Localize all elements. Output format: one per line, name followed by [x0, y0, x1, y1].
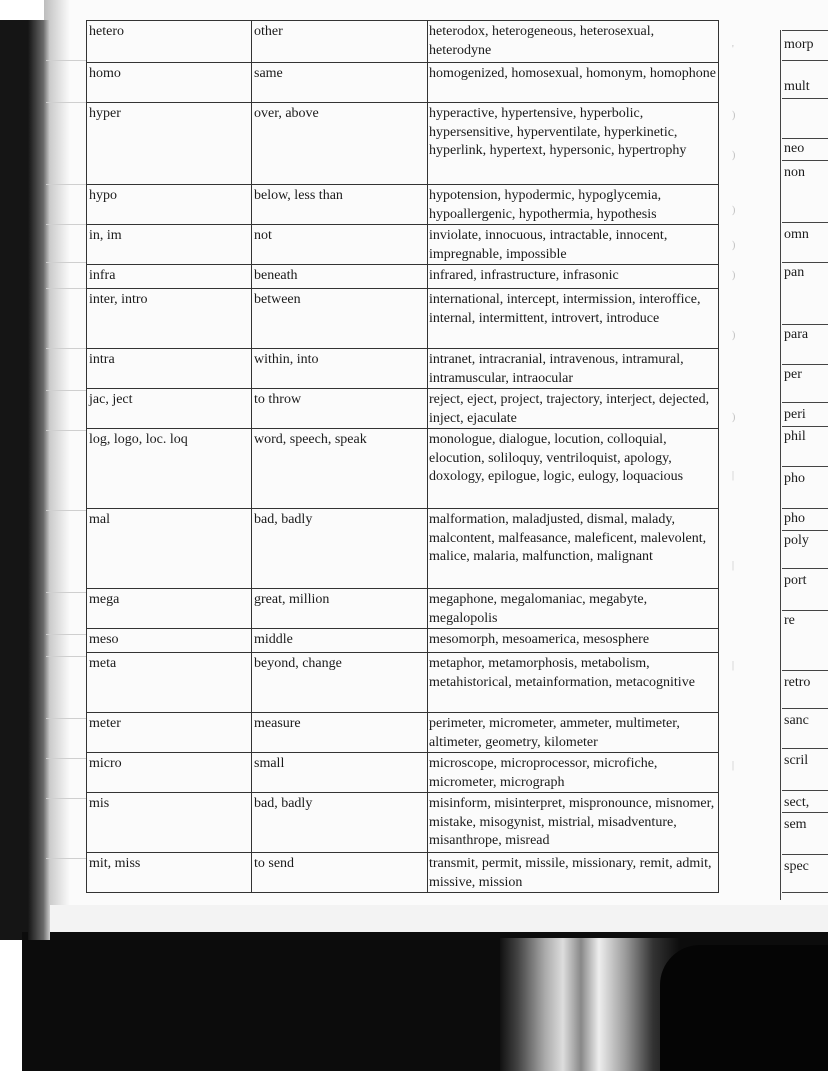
- examples-cell: intranet, intracranial, intravenous, intramural, intramuscular, intraocular: [428, 349, 719, 389]
- meaning-cell: between: [252, 289, 428, 349]
- table-row: [87, 225, 719, 265]
- root-cell: hypo: [87, 185, 252, 225]
- table-row: [87, 753, 719, 793]
- examples-cell: metaphor, metamorphosis, metabolism, metahistorical, metainformation, metacognitive: [428, 653, 719, 713]
- examples-cell: hypotension, hypodermic, hypoglycemia, hypoallergenic, hypothermia, hypothesis: [428, 185, 719, 225]
- right-root: poly: [784, 533, 809, 548]
- root-cell: hyper: [87, 103, 252, 185]
- right-root: re: [784, 613, 795, 628]
- table-row: [87, 21, 719, 63]
- table-row: [87, 629, 719, 653]
- root-cell: meso: [87, 629, 252, 653]
- examples-cell: reject, eject, project, trajectory, interject, dejected, inject, ejaculate: [428, 389, 719, 429]
- meaning-cell: middle: [252, 629, 428, 653]
- root-cell: log, logo, loc. loq: [87, 429, 252, 509]
- meaning-cell: great, million: [252, 589, 428, 629]
- meaning-cell: word, speech, speak: [252, 429, 428, 509]
- examples-cell: malformation, maladjusted, dismal, malady, malcontent, malfeasance, maleficent, malevolent, malice, malaria, malfunction, malignant: [428, 509, 719, 589]
- right-page-border: [780, 30, 781, 900]
- root-cell: homo: [87, 63, 252, 103]
- table-row: [87, 713, 719, 753]
- word-roots-table: [86, 20, 719, 893]
- root-cell: inter, intro: [87, 289, 252, 349]
- root-cell: meta: [87, 653, 252, 713]
- examples-cell: homogenized, homosexual, homonym, homophone: [428, 63, 719, 103]
- right-root: phil: [784, 429, 806, 444]
- right-root: non: [784, 165, 805, 180]
- examples-cell: transmit, permit, missile, missionary, remit, admit, missive, mission: [428, 853, 719, 893]
- right-root: neo: [784, 141, 805, 156]
- examples-cell: perimeter, micrometer, ammeter, multimeter, altimeter, geometry, kilometer: [428, 713, 719, 753]
- right-root: pho: [784, 471, 805, 486]
- examples-cell: heterodox, heterogeneous, heterosexual, heterodyne: [428, 21, 719, 63]
- root-cell: hetero: [87, 21, 252, 63]
- table-row: [87, 589, 719, 629]
- scan-edge-fade: [28, 20, 50, 940]
- table-row: [87, 853, 719, 893]
- table-row: [87, 389, 719, 429]
- table-row: [87, 349, 719, 389]
- right-root: morp: [784, 37, 814, 52]
- examples-cell: microscope, microprocessor, microfiche, micrometer, micrograph: [428, 753, 719, 793]
- right-root: peri: [784, 407, 806, 422]
- right-root: retro: [784, 675, 811, 690]
- right-root: scril: [784, 753, 809, 768]
- meaning-cell: bad, badly: [252, 793, 428, 853]
- meaning-cell: over, above: [252, 103, 428, 185]
- root-cell: micro: [87, 753, 252, 793]
- right-root: pho: [784, 511, 805, 526]
- right-root: port: [784, 573, 807, 588]
- meaning-cell: below, less than: [252, 185, 428, 225]
- root-cell: jac, ject: [87, 389, 252, 429]
- meaning-cell: within, into: [252, 349, 428, 389]
- scanner-dark-corner: [660, 945, 828, 1071]
- meaning-cell: same: [252, 63, 428, 103]
- root-cell: in, im: [87, 225, 252, 265]
- right-root: omn: [784, 227, 809, 242]
- examples-cell: monologue, dialogue, locution, colloquial, elocution, soliloquy, ventriloquist, apology, doxology, epilogue, logic, eulogy, loquacious: [428, 429, 719, 509]
- meaning-cell: bad, badly: [252, 509, 428, 589]
- examples-cell: megaphone, megalomaniac, megabyte, megalopolis: [428, 589, 719, 629]
- meaning-cell: beneath: [252, 265, 428, 289]
- right-root: mult: [784, 79, 810, 94]
- table-row: [87, 653, 719, 713]
- examples-cell: inviolate, innocuous, intractable, innocent, impregnable, impossible: [428, 225, 719, 265]
- meaning-cell: not: [252, 225, 428, 265]
- root-cell: mis: [87, 793, 252, 853]
- right-root: pan: [784, 265, 805, 280]
- right-root: spec: [784, 859, 809, 874]
- root-cell: intra: [87, 349, 252, 389]
- meaning-cell: to send: [252, 853, 428, 893]
- table-row: [87, 793, 719, 853]
- table-row: [87, 265, 719, 289]
- scanner-glare: [500, 938, 680, 1071]
- meaning-cell: beyond, change: [252, 653, 428, 713]
- right-root: sect,: [784, 795, 810, 810]
- examples-cell: hyperactive, hypertensive, hyperbolic, hypersensitive, hyperventilate, hyperkinetic, hyperlink, hypertext, hypersonic, hypertrophy: [428, 103, 719, 185]
- meaning-cell: small: [252, 753, 428, 793]
- meaning-cell: measure: [252, 713, 428, 753]
- table-row: [87, 509, 719, 589]
- table-row: [87, 63, 719, 103]
- table-row: [87, 289, 719, 349]
- meaning-cell: to throw: [252, 389, 428, 429]
- examples-cell: international, intercept, intermission, interoffice, internal, intermittent, introvert, introduce: [428, 289, 719, 349]
- root-cell: mega: [87, 589, 252, 629]
- examples-cell: mesomorph, mesoamerica, mesosphere: [428, 629, 719, 653]
- right-root: sem: [784, 817, 807, 832]
- table-row: [87, 185, 719, 225]
- root-cell: mal: [87, 509, 252, 589]
- examples-cell: misinform, misinterpret, mispronounce, misnomer, mistake, misogynist, mistrial, misadventure, misanthrope, misread: [428, 793, 719, 853]
- root-cell: infra: [87, 265, 252, 289]
- examples-cell: infrared, infrastructure, infrasonic: [428, 265, 719, 289]
- root-cell: meter: [87, 713, 252, 753]
- table-row: [87, 429, 719, 509]
- right-root: sanc: [784, 713, 809, 728]
- meaning-cell: other: [252, 21, 428, 63]
- root-cell: mit, miss: [87, 853, 252, 893]
- right-root: para: [784, 327, 809, 342]
- right-root: per: [784, 367, 802, 382]
- table-row: [87, 103, 719, 185]
